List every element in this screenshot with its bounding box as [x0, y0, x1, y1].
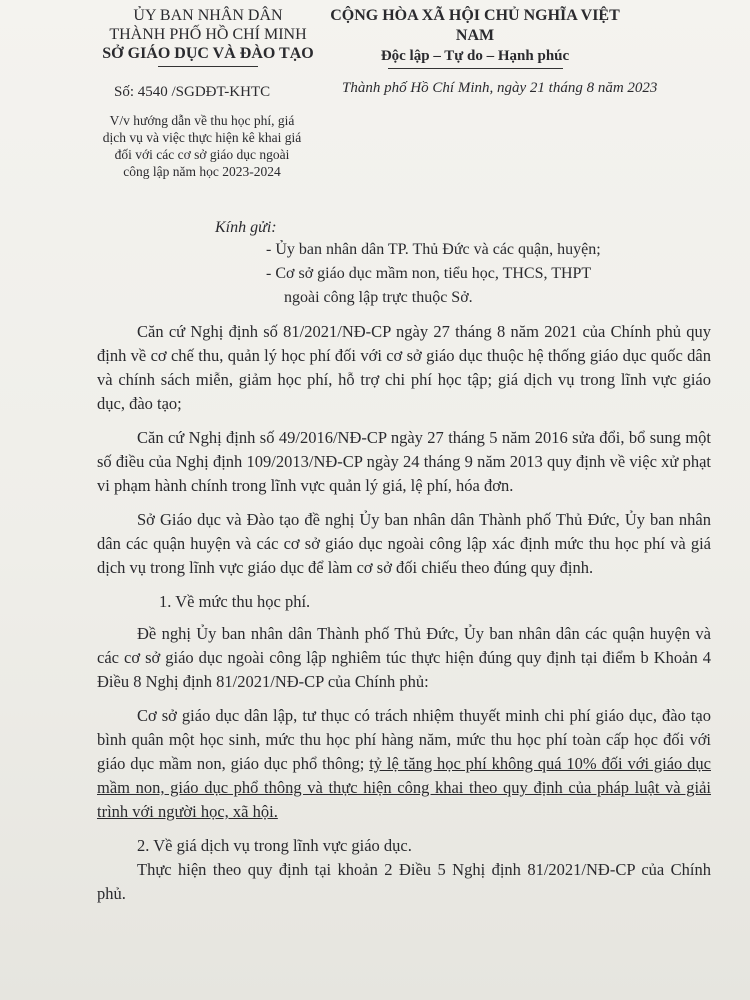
- request-paragraph: Sở Giáo dục và Đào tạo đề nghị Ủy ban nhân dân Thành phố Thủ Đức, Ủy ban nhân dân các quận huyện và các cơ sở giáo dục ngoài công lập xác định mức thu học phí và giá dịch vụ trong lĩnh vực giáo dục để làm cơ sở đối chiếu theo đúng quy định.: [97, 510, 711, 577]
- services-instruction-paragraph: Thực hiện theo quy định tại khoản 2 Điều 5 Nghị định 81/2021/NĐ-CP của Chính phủ.: [97, 860, 711, 903]
- nation-title: CỘNG HÒA XÃ HỘI CHỦ NGHĨA VIỆT NAM: [330, 7, 620, 44]
- subject-line-4: công lập năm học 2023-2024: [123, 164, 281, 179]
- national-motto: Độc lập – Tự do – Hạnh phúc: [380, 48, 570, 64]
- recipients-list: [266, 238, 601, 310]
- subject-line-1: V/v hướng dẫn về thu học phí, giá: [109, 113, 295, 128]
- document-body: [97, 320, 711, 916]
- issuing-authority-header: [78, 6, 338, 67]
- requirement-text: Cơ sở giáo dục dân lập, tư thục có trách nhiệm thuyết minh chi phí giáo dục, đào tạo bình quân một học sinh, mức thu học phí hàng năm, mức thu học phí toàn cấp học đối với giáo dục mầm non, giáo dục phổ thông;: [97, 706, 711, 773]
- header-divider-right: [388, 68, 563, 69]
- subject-line-3: đối với các cơ sở giáo dục ngoài: [114, 147, 290, 162]
- department-name: SỞ GIÁO DỤC VÀ ĐÀO TẠO: [102, 45, 314, 62]
- authority-line-1: ỦY BAN NHÂN DÂN: [133, 7, 283, 24]
- national-header: [320, 6, 630, 69]
- section-heading-services: 2. Về giá dịch vụ trong lĩnh vực giáo dục.: [137, 836, 412, 855]
- legal-basis-paragraph-2: Căn cứ Nghị định số 49/2016/NĐ-CP ngày 27 tháng 5 năm 2016 sửa đổi, bổ sung một số điều của Nghị định 109/2013/NĐ-CP ngày 24 tháng 9 năm 2013 quy định về việc xử phạt vi phạm hành chính trong lĩnh vực quản lý giá, lệ phí, hóa đơn.: [97, 428, 711, 495]
- authority-line-2: THÀNH PHỐ HỒ CHÍ MINH: [109, 26, 307, 43]
- tuition-instruction-paragraph: Đề nghị Ủy ban nhân dân Thành phố Thủ Đức, Ủy ban nhân dân các quận huyện và các cơ sở giáo dục ngoài công lập nghiêm túc thực hiện đúng quy định tại điểm b Khoản 4 Điều 8 Nghị định 81/2021/NĐ-CP của Chính phủ:: [97, 624, 711, 691]
- place-and-date: Thành phố Hồ Chí Minh, ngày 21 tháng 8 năm 2023: [342, 80, 658, 96]
- tuition-requirement-paragraph: [97, 704, 711, 824]
- salutation: Kính gửi:: [215, 219, 277, 236]
- recipient-2: - Cơ sở giáo dục mầm non, tiểu học, THCS, THPT: [266, 265, 592, 282]
- subject-line-2: dịch vụ và việc thực hiện kê khai giá: [102, 130, 302, 145]
- underlined-requirement-text: tỷ lệ tăng học phí không quá 10% đối với giáo dục mầm non, giáo dục phổ thông và thực hiện công khai theo quy định của pháp luật và giải trình với người học, xã hội.: [97, 754, 711, 821]
- recipient-2-continued: ngoài công lập trực thuộc Sở.: [284, 289, 473, 306]
- section-heading-tuition: 1. Về mức thu học phí.: [159, 592, 311, 611]
- document-number: Số: 4540 /SGDĐT-KHTC: [114, 84, 271, 100]
- subject-line: [82, 112, 322, 180]
- legal-basis-paragraph-1: Căn cứ Nghị định số 81/2021/NĐ-CP ngày 27 tháng 8 năm 2021 của Chính phủ quy định về cơ chế thu, quản lý học phí đối với cơ sở giáo dục thuộc hệ thống giáo dục quốc dân và chính sách miễn, giảm học phí, hỗ trợ chi phí học tập; giá dịch vụ trong lĩnh vực giáo dục, đào tạo;: [97, 322, 711, 413]
- recipient-1: - Ủy ban nhân dân TP. Thủ Đức và các quận, huyện;: [266, 241, 601, 258]
- header-divider-left: [158, 66, 258, 67]
